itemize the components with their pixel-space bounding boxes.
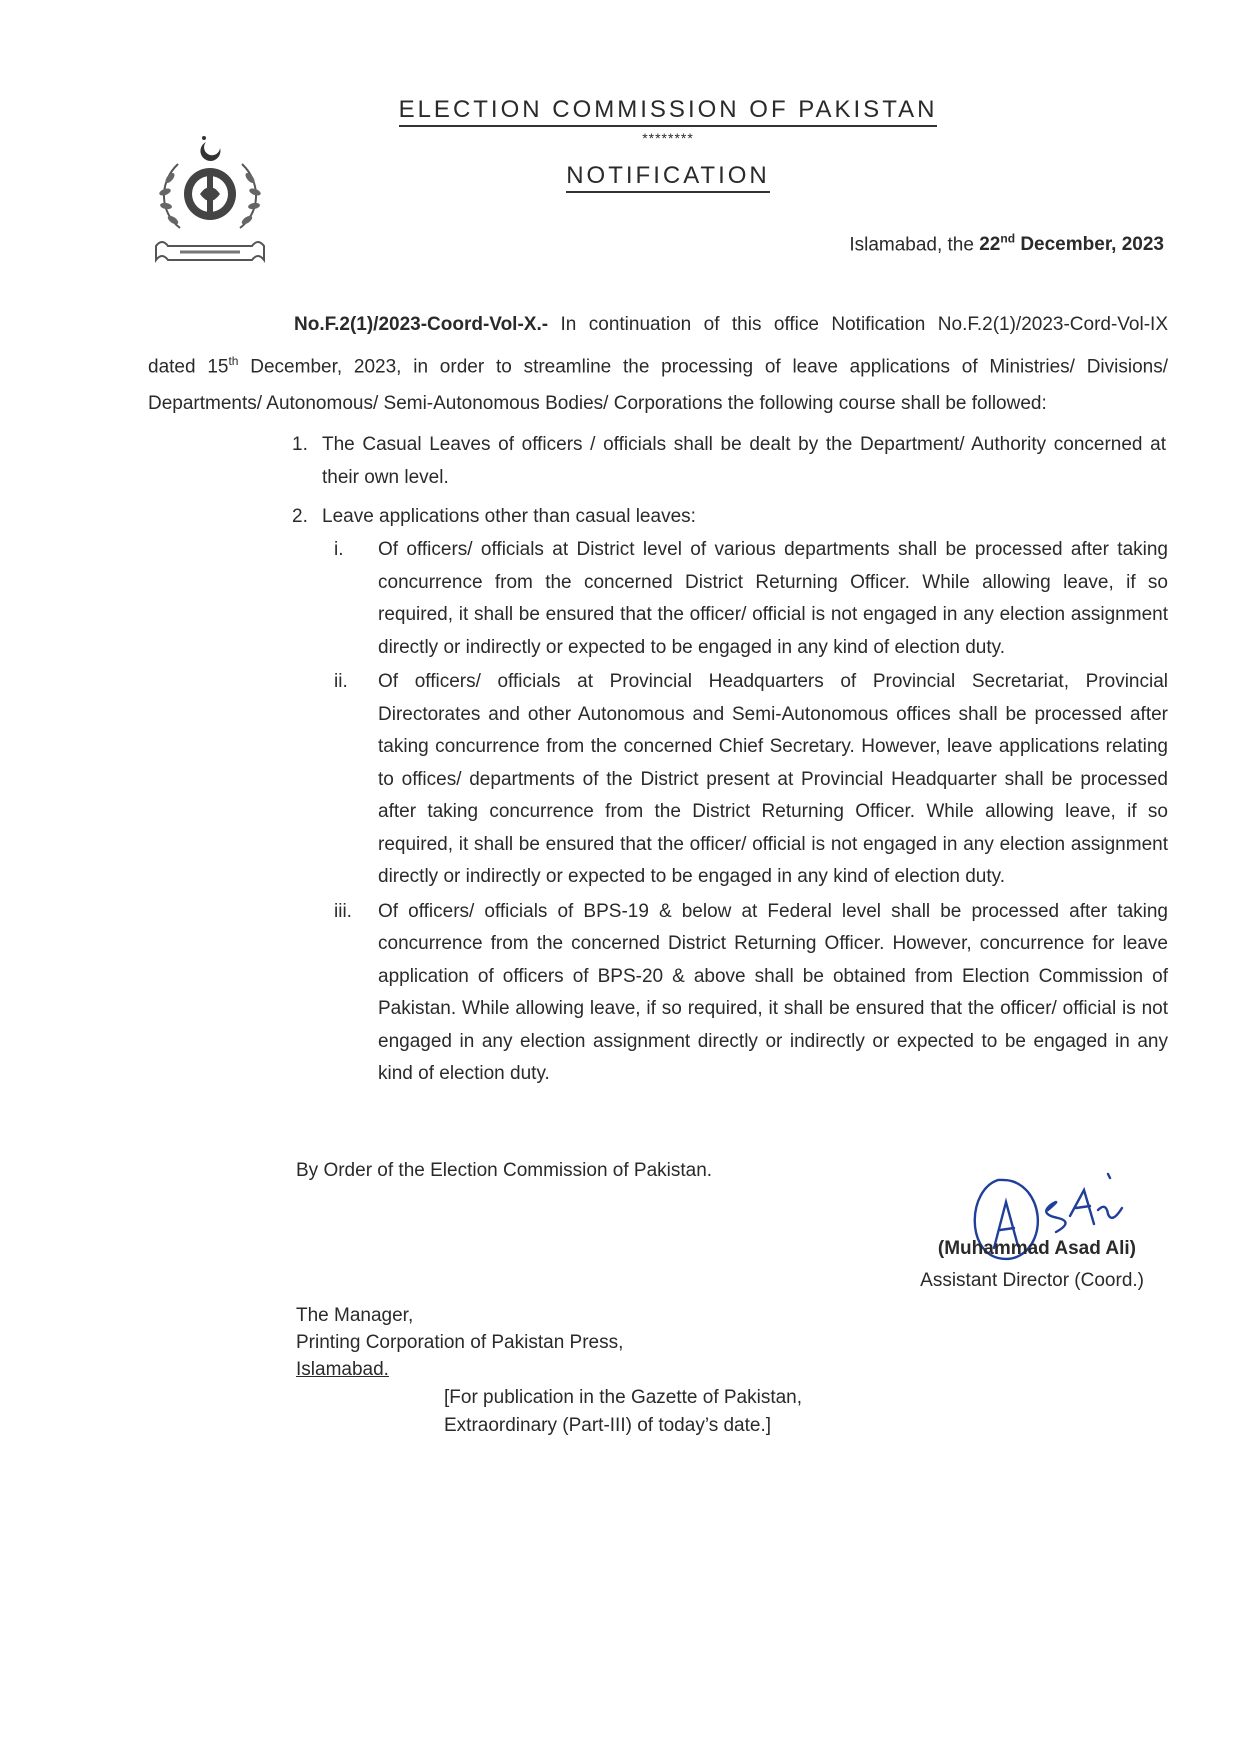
signatory-designation: Assistant Director (Coord.): [920, 1270, 1144, 1291]
notification-reference: No.F.2(1)/2023-Coord-Vol-X.-: [294, 314, 549, 335]
sub-item: i. Of officers/ officials at District level of various departments shall be processed after taking concurrence from the concerned District Returning Officer. While allowing leave, if so required, it shall be ensured that the officer/ official is not engaged in any election assignment directly or indirectly or expected to be engaged in any kind of election duty.: [334, 539, 1168, 658]
publication-note: [For publication in the Gazette of Pakistan, Extraordinary (Part-III) of today’s date.]: [444, 1387, 803, 1436]
notification-title: NOTIFICATION: [0, 162, 1244, 190]
item-list: [292, 428, 1166, 539]
org-title: ELECTION COMMISSION OF PAKISTAN: [0, 96, 1244, 124]
list-item: 1. The Casual Leaves of officers / officials shall be dealt by the Department/ Authority concerned at their own level.: [292, 434, 1166, 488]
by-order-line: By Order of the Election Commission of Pakistan.: [296, 1160, 713, 1181]
handwritten-signature-icon: [958, 1140, 1168, 1290]
sub-item: iii. Of officers/ officials of BPS-19 & below at Federal level shall be processed after taking concurrence from the concerned District Returning Officer. However, concurrence for leave application of officers of BPS-20 & above shall be obtained from Election Commission of Pakistan. While allowing leave, if so required, it shall be ensured that the officer/ official is not engaged in any election assignment directly or indirectly or expected to be engaged in any kind of election duty.: [334, 900, 1168, 1084]
signatory-name: (Muhammad Asad Ali): [937, 1238, 1136, 1259]
ecp-emblem-icon: [140, 128, 280, 288]
date-line: Islamabad, the 22nd December, 2023: [849, 232, 1164, 256]
sub-item: ii. Of officers/ officials at Provincial Headquarters of Provincial Secretariat, Provincial Directorates and other Autonomous and Semi-Autonomous offices shall be processed after taking concurrence from the concerned Chief Secretary. However, leave applications relating to offices/ departments of the District present at Provincial Headquarter shall be processed after taking concurrence from the District Returning Officer. While allowing leave, if so required, it shall be ensured that the officer/ official is not engaged in any election assignment directly or indirectly or expected to be engaged in any kind of election duty.: [334, 671, 1168, 887]
sub-item-list: [334, 534, 1168, 1093]
addressee-block: The Manager, Printing Corporation of Pakistan Press, Islamabad.: [296, 1305, 624, 1380]
list-item: 2. Leave applications other than casual leaves:: [292, 506, 696, 527]
intro-paragraph: No.F.2(1)/2023-Coord-Vol-X.- In continuation of this office Notification No.F.2(1)/2023-Cord-Vol-IX dated 15th December, 2023, in order to streamline the processing of leave applications of Ministries/ Divisions/ Departments/ Autonomous/ Semi-Autonomous Bodies/ Corporations the following course shall be followed:: [148, 314, 1168, 415]
stars-separator: ********: [642, 130, 694, 146]
